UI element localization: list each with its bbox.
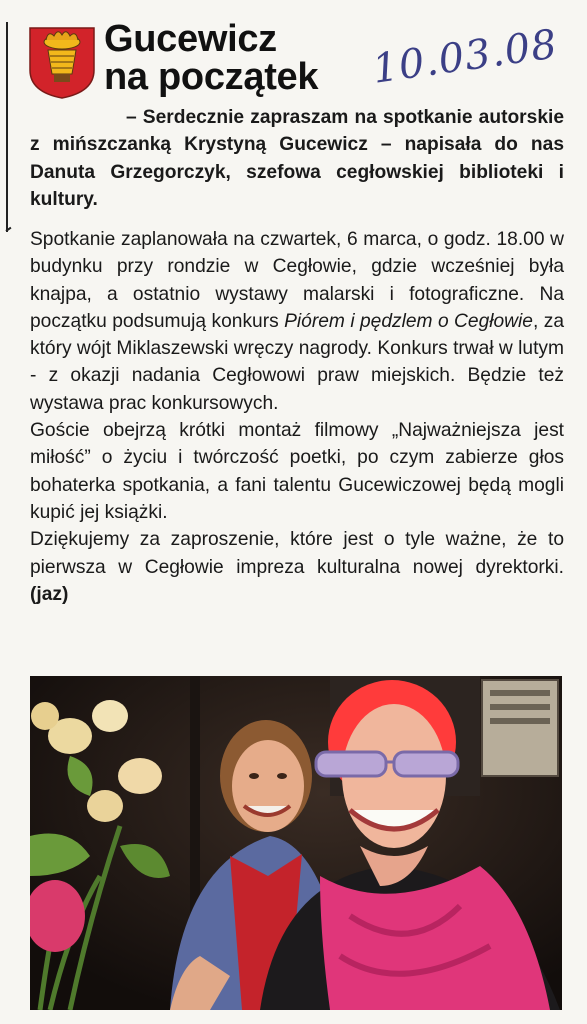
lead-text: – Serdecznie zapraszam na spotkanie autorskie z mińszczanką Krystyną Gucewicz – napisała do nas Danuta Grzegorczyk, szefowa cegłowskiej biblioteki i kultury.: [30, 107, 564, 210]
author-signature: (jaz): [30, 583, 69, 605]
article-body: [30, 226, 564, 608]
article-headline: [104, 20, 318, 96]
headline-line-2: na początek: [104, 56, 319, 98]
paragraph-1-text-a: Spotkanie zaplanowała na czwartek, 6 marca, o godz. 18.00 w budynku przy rondzie w Cegłowie, gdzie wcześniej była knajpa, a ostatnio wystawy malarski i fotograficzne. Na początku podsumują konkurs: [30, 229, 564, 332]
coat-of-arms-icon: [28, 26, 96, 100]
paragraph-3-text: Dziękujemy za zaproszenie, które jest o tyle ważne, że to pierwsza w Cegłowie impreza kulturalna nowej dyrektorki.: [30, 529, 564, 578]
handwritten-date: 10.03.08: [369, 21, 561, 93]
margin-rule: [6, 22, 8, 232]
paragraph-1-text-b: , za który wójt Miklaszewski wręczy nagrody. Konkurs trwał w lutym - z okazji nadania Cegłowowi praw miejskich. Będzie też wystawa prac konkursowych.: [30, 310, 565, 414]
photo-illustration: [30, 676, 562, 1010]
contest-title: Piórem i pędzlem o Cegłowie: [284, 310, 533, 332]
article-photo: [30, 676, 562, 1010]
paragraph-1: [30, 226, 564, 417]
paragraph-3: [30, 526, 564, 608]
article-lead: [30, 104, 564, 213]
headline-line-1: Gucewicz: [104, 18, 277, 60]
paragraph-2: Goście obejrzą krótki montaż filmowy „Najważniejsza jest miłość” o życiu i twórczość poetki, po czym zabierze głos bohaterka spotkania, a fani talentu Gucewiczowej będą mogli kupić jej książki.: [30, 420, 564, 523]
